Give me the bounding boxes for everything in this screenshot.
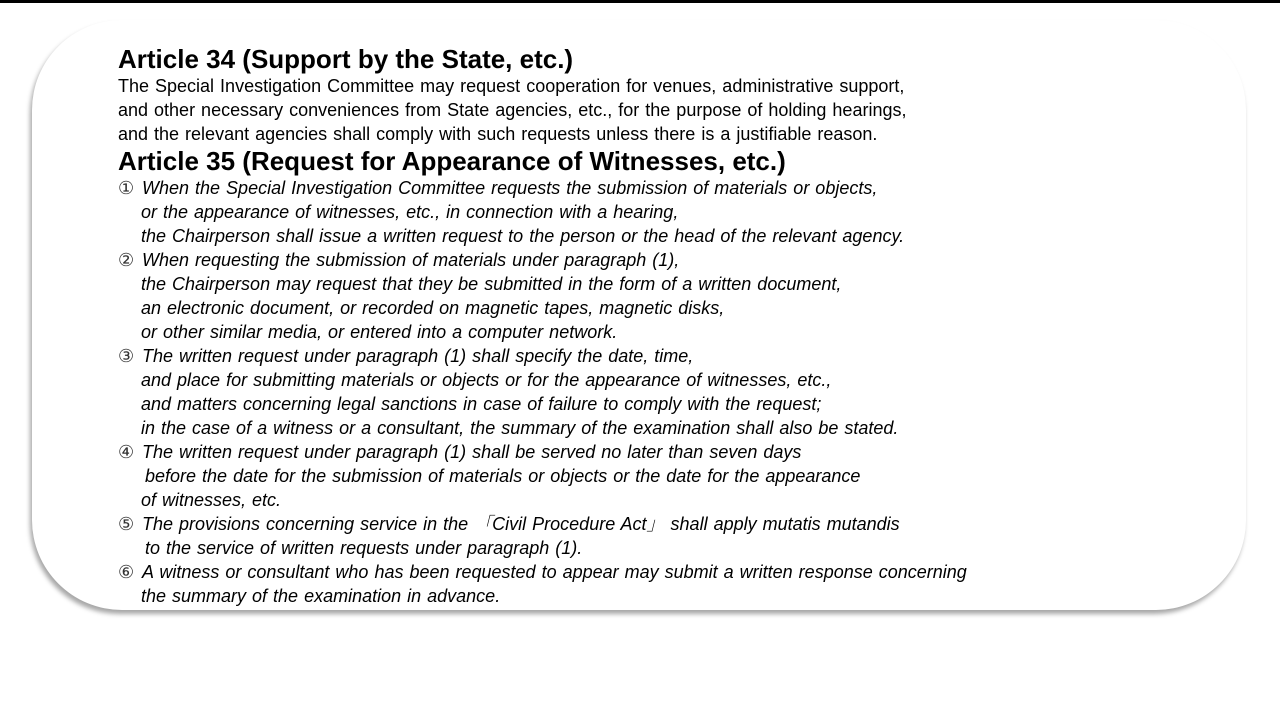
paragraph-number-4: ④ xyxy=(118,442,135,462)
paragraph-first-line xyxy=(118,344,1158,368)
article-34-heading: Article 34 (Support by the State, etc.) xyxy=(118,44,574,74)
paragraph-continuation-line: or other similar media, or entered into a computer network. xyxy=(141,322,618,342)
article-34-line: and the relevant agencies shall comply with such requests unless there is a justifiable reason. xyxy=(118,124,878,144)
paragraph-number-2: ② xyxy=(118,250,135,270)
paragraph-continuation-line: the Chairperson may request that they be submitted in the form of a written document, xyxy=(141,274,842,294)
article-34 xyxy=(118,44,1158,146)
paragraph-4 xyxy=(118,440,1158,512)
paragraph-continuation-line: to the service of written requests under paragraph (1). xyxy=(145,538,583,558)
paragraph-number-1: ① xyxy=(118,178,135,198)
paragraph-first-line xyxy=(118,176,1158,200)
paragraph-continuation-line: or the appearance of witnesses, etc., in connection with a hearing, xyxy=(141,202,679,222)
paragraph-text: When the Special Investigation Committee requests the submission of materials or objects, xyxy=(142,178,878,198)
paragraph-continuation-line: and place for submitting materials or objects or for the appearance of witnesses, etc., xyxy=(141,370,832,390)
article-35-heading: Article 35 (Request for Appearance of Witnesses, etc.) xyxy=(118,146,786,176)
paragraph-3 xyxy=(118,344,1158,440)
paragraph-number-5: ⑤ xyxy=(118,514,135,534)
paragraph-2 xyxy=(118,248,1158,344)
paragraph-text: The provisions concerning service in the 「Civil Procedure Act」 shall apply mutatis mutandis xyxy=(142,514,900,534)
paragraph-text: When requesting the submission of materials under paragraph (1), xyxy=(142,250,680,270)
article-34-line: The Special Investigation Committee may request cooperation for venues, administrative support, xyxy=(118,76,905,96)
paragraph-6 xyxy=(118,560,1158,608)
paragraph-continuation-line: before the date for the submission of materials or objects or the date for the appearance xyxy=(145,466,861,486)
paragraph-first-line xyxy=(118,440,1158,464)
paragraph-continuation-line: an electronic document, or recorded on magnetic tapes, magnetic disks, xyxy=(141,298,725,318)
paragraph-1 xyxy=(118,176,1158,248)
paragraph-first-line xyxy=(118,560,1158,584)
top-border-rule xyxy=(0,0,1280,3)
document-content xyxy=(118,44,1158,608)
paragraph-text: The written request under paragraph (1) shall specify the date, time, xyxy=(142,346,694,366)
paragraph-continuation-line: and matters concerning legal sanctions in case of failure to comply with the request; xyxy=(141,394,822,414)
paragraph-first-line xyxy=(118,512,1158,536)
article-34-line: and other necessary conveniences from State agencies, etc., for the purpose of holding hearings, xyxy=(118,100,907,120)
paragraph-continuation-line: of witnesses, etc. xyxy=(141,490,282,510)
paragraph-number-3: ③ xyxy=(118,346,135,366)
paragraph-continuation-line: in the case of a witness or a consultant, the summary of the examination shall also be stated. xyxy=(141,418,899,438)
paragraph-first-line xyxy=(118,248,1158,272)
paragraph-continuation-line: the Chairperson shall issue a written request to the person or the head of the relevant agency. xyxy=(141,226,905,246)
paragraph-number-6: ⑥ xyxy=(118,562,135,582)
paragraph-5 xyxy=(118,512,1158,560)
article-35 xyxy=(118,146,1158,608)
paragraph-continuation-line: the summary of the examination in advance. xyxy=(141,586,501,606)
paragraph-text: The written request under paragraph (1) shall be served no later than seven days xyxy=(142,442,802,462)
paragraph-text: A witness or consultant who has been requested to appear may submit a written response concerning xyxy=(142,562,967,582)
